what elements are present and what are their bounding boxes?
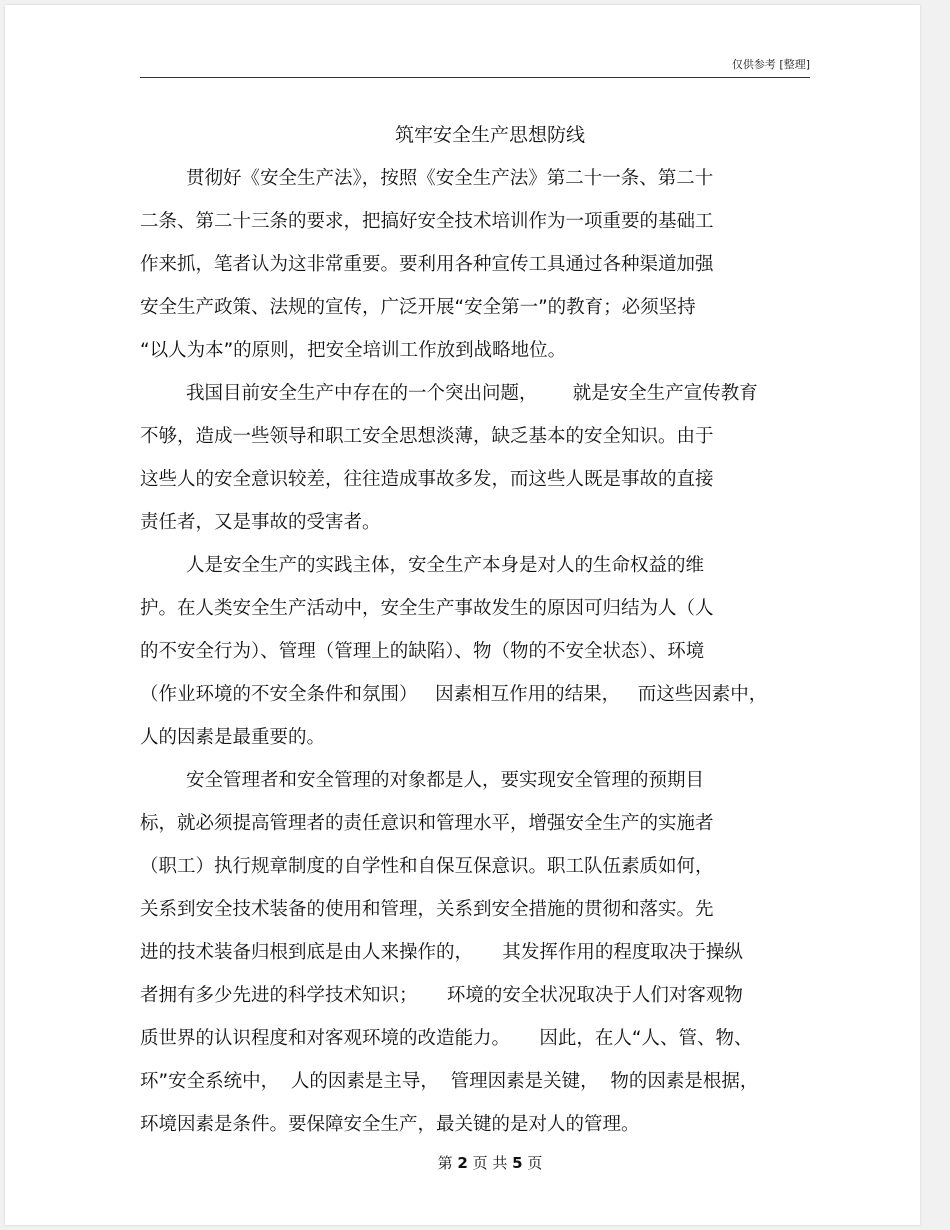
- paragraph-line: 者拥有多少先进的科学技术知识； 环境的安全状况取决于人们对客观物: [140, 985, 743, 1006]
- paragraph-line: 二条、第二十三条的要求，把搞好安全技术培训作为一项重要的基础工: [140, 211, 714, 232]
- paragraph-line: 人的因素是最重要的。: [140, 727, 326, 748]
- paragraph-line: （作业环境的不安全条件和氛围） 因素相互作用的结果， 而这些因素中，: [140, 684, 768, 705]
- document-title: 筑牢安全生产思想防线: [394, 124, 585, 146]
- document-body: [140, 157, 830, 1146]
- footer-prefix: 第: [437, 1154, 453, 1172]
- paragraph-line: （职工）执行规章制度的自学性和自保互保意识。职工队伍素质如何，: [140, 856, 714, 877]
- paragraph-line: 标，就必须提高管理者的责任意识和管理水平，增强安全生产的实施者: [140, 813, 714, 834]
- paragraph-line: 进的技术装备归根到底是由人来操作的， 其发挥作用的程度取决于操纵: [140, 942, 743, 963]
- paragraph-line: 不够，造成一些领导和职工安全思想淡薄，缺乏基本的安全知识。由于: [140, 426, 714, 447]
- paragraph-line: “以人为本”的原则，把安全培训工作放到战略地位。: [140, 340, 567, 361]
- paragraph-line: 我国目前安全生产中存在的一个突出问题， 就是安全生产宣传教育: [186, 383, 758, 404]
- paragraph: [140, 157, 830, 372]
- paragraph-line: 这些人的安全意识较差，往往造成事故多发，而这些人既是事故的直接: [140, 469, 714, 490]
- total-page-number: 5: [512, 1154, 523, 1172]
- paragraph-line: 关系到安全技术装备的使用和管理，关系到安全措施的贯彻和落实。先: [140, 899, 714, 920]
- paragraph-line: 的不安全行为）、管理（管理上的缺陷）、物（物的不安全状态）、环境: [140, 641, 705, 662]
- paragraph-line: 责任者，又是事故的受害者。: [140, 512, 381, 533]
- paragraph: [140, 372, 830, 544]
- paragraph-line: 质世界的认识程度和对客观环境的改造能力。 因此，在人“人、管、物、: [140, 1028, 753, 1049]
- document-page: [5, 5, 920, 1225]
- header-rule: [140, 77, 810, 78]
- page-footer: [140, 1152, 840, 1173]
- paragraph-line: 贯彻好《安全生产法》，按照《安全生产法》第二十一条、第二十: [186, 168, 714, 189]
- footer-middle: 页 共: [472, 1154, 508, 1172]
- paragraph-line: 安全管理者和安全管理的对象都是人，要实现安全管理的预期目: [186, 770, 705, 791]
- paragraph: [140, 759, 830, 1146]
- paragraph-line: 护。在人类安全生产活动中，安全生产事故发生的原因可归结为人（人: [140, 598, 714, 619]
- paragraph: [140, 544, 830, 759]
- header-note: 仅供参考 [整理]: [731, 58, 810, 71]
- paragraph-line: 环境因素是条件。要保障安全生产，最关键的是对人的管理。: [140, 1114, 640, 1135]
- current-page-number: 2: [457, 1154, 468, 1172]
- paragraph-line: 环”安全系统中， 人的因素是主导， 管理因素是关键， 物的因素是根据，: [140, 1071, 759, 1092]
- paragraph-line: 安全生产政策、法规的宣传，广泛开展“安全第一”的教育；必须坚持: [140, 297, 696, 318]
- paragraph-line: 作来抓，笔者认为这非常重要。要利用各种宣传工具通过各种渠道加强: [140, 254, 714, 275]
- paragraph-line: 人是安全生产的实践主体，安全生产本身是对人的生命权益的维: [186, 555, 705, 576]
- footer-suffix: 页: [527, 1154, 543, 1172]
